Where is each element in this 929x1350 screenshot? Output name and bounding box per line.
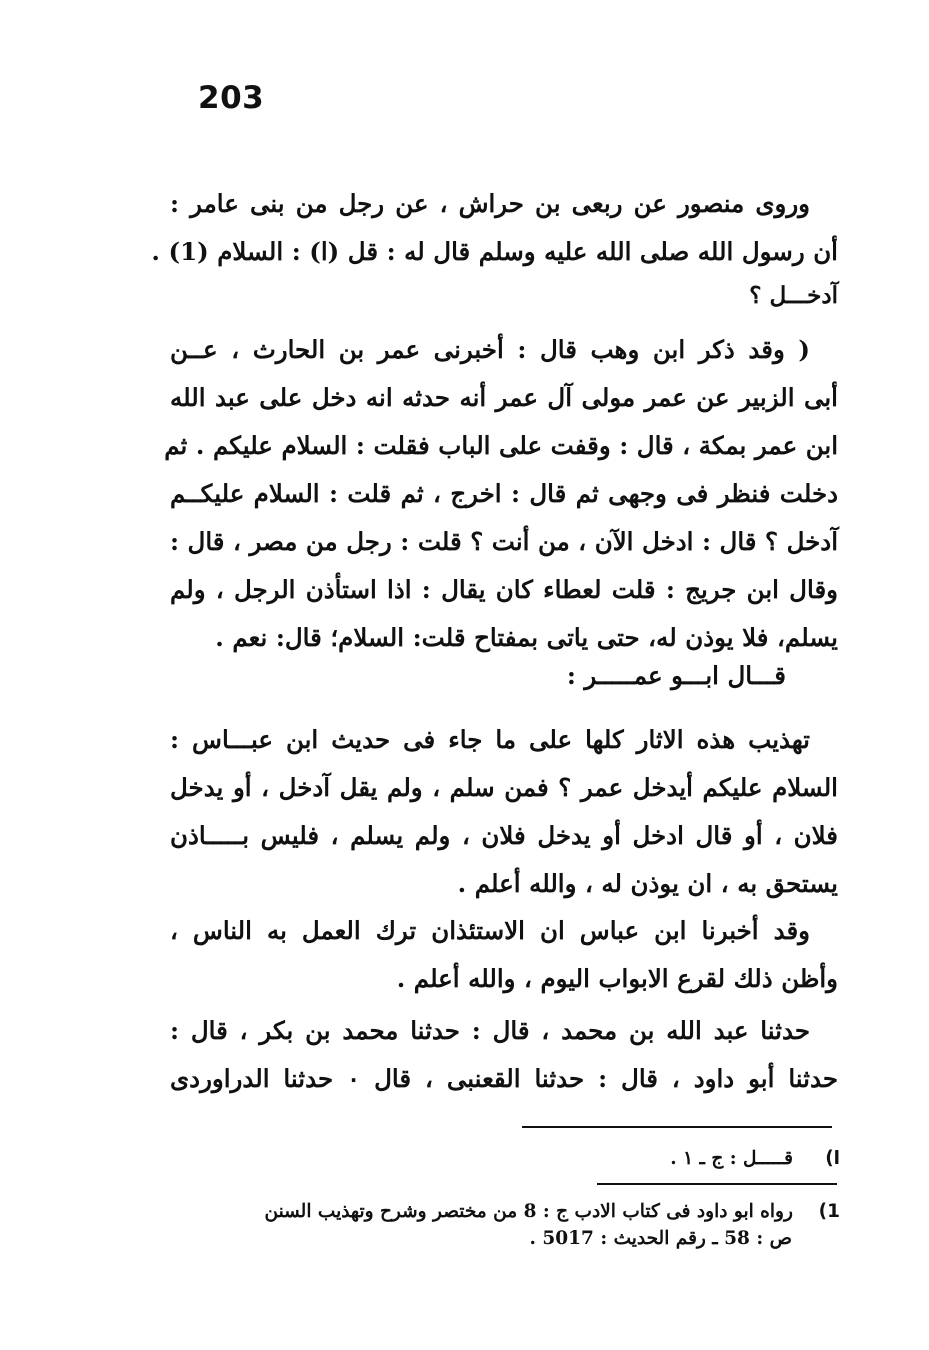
text-line: السلام عليكم أيدخل عمر ؟ فمن سلم ، ولم يقل آدخل ، أو يدخل	[170, 773, 838, 802]
text-line: حدثنا عبد الله بن محمد ، قال : حدثنا محمد بن بكر ، قال :	[170, 1016, 810, 1045]
section-heading: آدخـــل ؟	[749, 282, 838, 309]
text-line: يسلم، فلا يوذن له، حتى ياتى بمفتاح قلت: السلام؛ قال: نعم .	[215, 623, 838, 652]
footnote-marker: ا)	[825, 1148, 840, 1169]
footnote-marker: 1)	[818, 1201, 840, 1222]
paragraph-ibn-abbas	[170, 907, 838, 1003]
paragraph-ibn-wahb	[164, 326, 838, 662]
paragraph-tahdhib	[170, 716, 838, 908]
text-line: وقال ابن جريج : قلت لعطاء كان يقال : اذا استأذن الرجل ، ولم	[170, 575, 838, 604]
footnote-text: ص : 58 ـ رقم الحديث : 5017 .	[529, 1228, 792, 1249]
text-line: وأظن ذلك لقرع الابواب اليوم ، والله أعلم .	[396, 964, 838, 993]
footnote-text: قـــــل : ج ـ ١ .	[670, 1148, 793, 1169]
text-line: ابن عمر بمكة ، قال : وقفت على الباب فقلت : السلام عليكم . ثم	[164, 431, 838, 460]
section-heading: قـــال ابـــو عمـــــر :	[566, 661, 786, 690]
paragraph-intro	[151, 180, 838, 316]
text-line: حدثنا أبو داود ، قال : حدثنا القعنبى ، قال ٠ حدثنا الدراوردى	[170, 1064, 839, 1093]
text-line: يستحق به ، ان يوذن له ، والله أعلم .	[457, 869, 838, 898]
footnote-divider	[522, 1126, 832, 1128]
text-line: تهذيب هذه الاثار كلها على ما جاء فى حديث ابن عبـــاس :	[170, 725, 810, 754]
text-line: وروى منصور عن ربعى بن حراش ، عن رجل من بنى عامر :	[170, 189, 810, 218]
text-line: أبى الزبير عن عمر مولى آل عمر أنه حدثه انه دخل على عبد الله	[170, 383, 838, 412]
page-number: 203	[198, 80, 265, 116]
footnote-text: رواه ابو داود فى كتاب الادب ج : 8 من مختصر وشرح وتهذيب السنن	[264, 1201, 793, 1222]
paragraph-isnad	[170, 1007, 838, 1103]
text-line: وقد أخبرنا ابن عباس ان الاستئذان ترك العمل به الناس ،	[170, 916, 810, 945]
heading-abu-umar	[170, 652, 838, 700]
footnote-line	[168, 1198, 840, 1225]
text-line: أن رسول الله صلى الله عليه وسلم قال له : قل (ا) : السلام (1) .	[151, 237, 838, 266]
footnote-variant	[590, 1148, 840, 1169]
text-line: آدخل ؟ قال : ادخل الآن ، من أنت ؟ قلت : رجل من مصر ، قال :	[169, 527, 838, 556]
text-line: ( وقد ذكر ابن وهب قال : أخبرنى عمر بن الحارث ، عــن	[170, 335, 810, 364]
footnote-reference	[168, 1198, 840, 1252]
footnote-line	[168, 1225, 840, 1252]
text-line: فلان ، أو قال ادخل أو يدخل فلان ، ولم يسلم ، فليس بـــــاذن	[170, 821, 838, 850]
text-line: دخلت فنظر فى وجهى ثم قال : اخرج ، ثم قلت : السلام عليكــم	[170, 479, 838, 508]
footnote-divider	[597, 1183, 837, 1185]
